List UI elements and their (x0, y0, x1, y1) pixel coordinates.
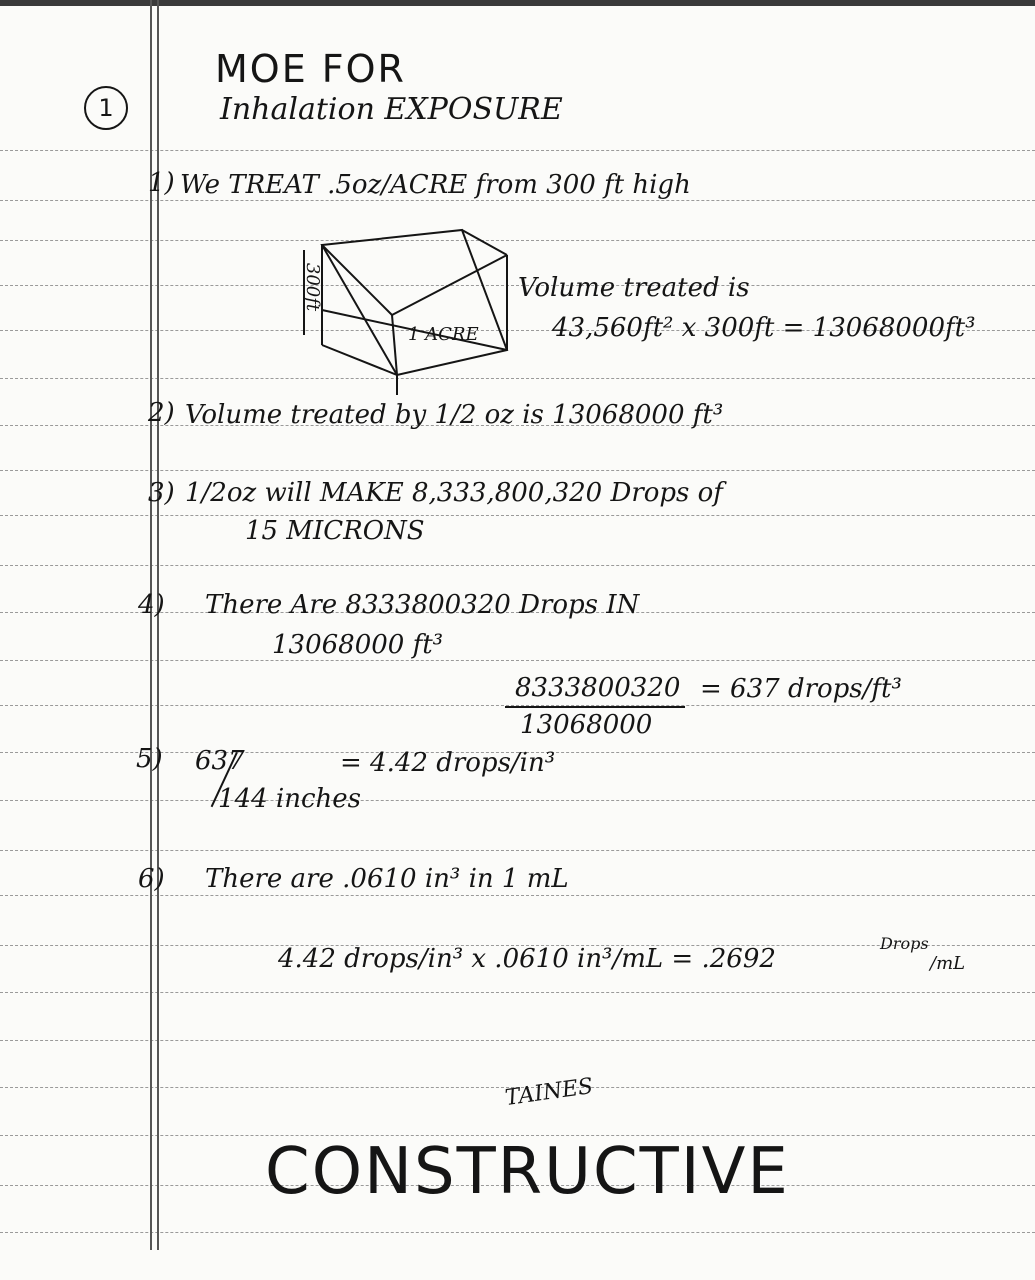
step-6-number: 6) (138, 864, 165, 894)
step-3-number: 3) (148, 478, 175, 508)
step-2-text: Volume treated by 1/2 oz is 13068000 ft³ (185, 400, 724, 430)
step-5-denominator: 144 inches (218, 784, 361, 814)
step-3-text: 1/2oz will MAKE 8,333,800,320 Drops of (185, 478, 723, 508)
step-6-calculation: 4.42 drops/in³ x .0610 in³/mL = .2692 (278, 944, 776, 974)
step-1-text: We TREAT .5oz/ACRE from 300 ft high (180, 170, 691, 200)
step-5-numerator: 637 (195, 746, 245, 776)
step-5-number: 5) (136, 744, 163, 774)
step-4-volume: 13068000 ft³ (272, 630, 444, 660)
step-1-number: 1) (148, 168, 175, 198)
cube-height-label: 300ft (302, 262, 324, 312)
step-6-unit-top: Drops (880, 934, 929, 953)
cube-base-label: 1 ACRE (408, 324, 479, 345)
step-4-number: 4) (138, 590, 165, 620)
volume-calculation: 43,560ft² x 300ft = 13068000ft³ (552, 313, 976, 343)
step-4-denominator: 13068000 (520, 710, 653, 740)
step-4-text: There Are 8333800320 Drops IN (205, 590, 640, 620)
step-6-text: There are .0610 in³ in 1 mL (205, 864, 569, 894)
acre-volume-cube-sketch (292, 225, 522, 405)
constructive-stamp: CONSTRUCTIVE (265, 1135, 790, 1209)
step-2-number: 2) (148, 398, 175, 428)
page-number: 1 (84, 86, 128, 130)
footer-note: TAINES (503, 1073, 595, 1112)
step-4-result: = 637 drops/ft³ (700, 674, 902, 704)
page-title: MOE FOR (215, 47, 406, 91)
page-subtitle: Inhalation EXPOSURE (220, 92, 563, 127)
step-5-result: = 4.42 drops/in³ (340, 748, 556, 778)
step-3-droplet-size: 15 MICRONS (245, 516, 425, 546)
step-4-fraction-bar (505, 706, 685, 708)
step-6-unit-bottom: /mL (930, 953, 966, 974)
step-4-numerator: 8333800320 (515, 673, 681, 703)
page-top-edge (0, 0, 1035, 6)
volume-text: Volume treated is (518, 273, 750, 303)
